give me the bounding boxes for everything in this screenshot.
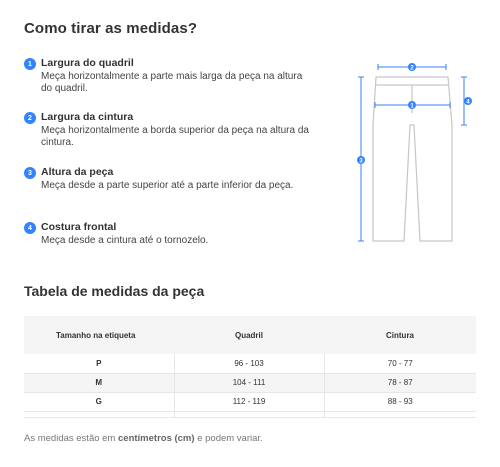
header-hip: Quadril [174, 316, 324, 354]
marker-2-label: 2 [410, 65, 414, 72]
step-description: Meça horizontalmente a borda superior da peça na altura da cintura. [41, 125, 309, 148]
hip-cell: 112 - 119 [174, 392, 324, 411]
size-cell: P [24, 354, 174, 373]
hip-cell: 104 - 111 [174, 373, 324, 392]
footnote-prefix: As medidas estão em [24, 433, 118, 444]
step-title: Costura frontal [41, 221, 117, 233]
step-description: Meça desde a parte superior até a parte inferior da peça. [41, 180, 294, 191]
step-title: Altura da peça [41, 166, 114, 178]
table-spacer-row [24, 411, 476, 417]
spacer-cell [324, 411, 476, 417]
step-title: Largura do quadril [41, 57, 134, 69]
step-number-badge: 1 [24, 58, 36, 70]
marker-3-label: 3 [359, 158, 363, 165]
waist-cell: 88 - 93 [324, 392, 476, 411]
table-row [24, 373, 476, 392]
size-cell: G [24, 392, 174, 411]
waist-cell: 70 - 77 [324, 354, 476, 373]
header-size: Tamanho na etiqueta [24, 316, 174, 354]
step-number-badge: 2 [24, 112, 36, 124]
table-header-row [24, 316, 476, 354]
footnote-suffix: e podem variar. [194, 433, 263, 444]
header-waist: Cintura [324, 316, 476, 354]
footnote-units: centímetros (cm) [118, 433, 195, 444]
step-description: Meça horizontalmente a parte mais larga da peça na altura do quadril. [41, 71, 303, 94]
table-row [24, 354, 476, 373]
waist-cell: 78 - 87 [324, 373, 476, 392]
step-number-badge: 4 [24, 222, 36, 234]
size-cell: M [24, 373, 174, 392]
size-table-title: Tabela de medidas da peça [24, 283, 205, 299]
page-title: Como tirar as medidas? [24, 20, 198, 37]
pants-measurement-diagram [348, 55, 478, 250]
spacer-cell [174, 411, 324, 417]
spacer-cell [24, 411, 174, 417]
hip-cell: 96 - 103 [174, 354, 324, 373]
size-table [24, 316, 476, 418]
step-title: Largura da cintura [41, 111, 134, 123]
marker-4-label: 4 [466, 99, 470, 106]
step-number-badge: 3 [24, 167, 36, 179]
step-description: Meça desde a cintura até o tornozelo. [41, 235, 209, 246]
marker-1-label: 1 [410, 103, 414, 110]
units-footnote [24, 433, 263, 444]
table-row [24, 392, 476, 411]
